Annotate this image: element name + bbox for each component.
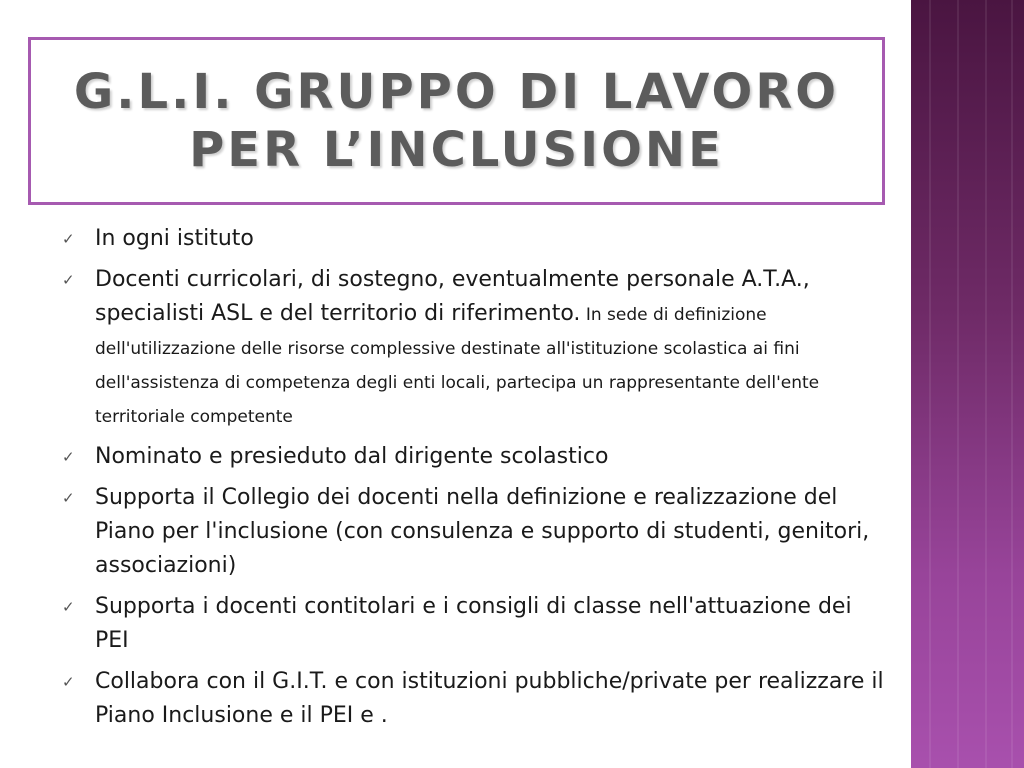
- bullet-text: In ogni istituto: [95, 226, 254, 251]
- check-mark-icon: ✓: [62, 598, 75, 616]
- bullet-text: Nominato e presieduto dal dirigente scolastico: [95, 444, 609, 469]
- bullet-text: Collabora con il G.I.T. e con istituzioni pubbliche/private per realizzare il Piano Inclusione e il PEI e .: [95, 669, 884, 728]
- content-area: [60, 222, 890, 740]
- bullet-item: [60, 222, 890, 256]
- check-mark-icon: ✓: [62, 489, 75, 507]
- bullet-text: Supporta il Collegio dei docenti nella definizione e realizzazione del Piano per l'inclusione (con consulenza e supporto di studenti, genitori, associazioni): [95, 485, 870, 578]
- check-mark-icon: ✓: [62, 271, 75, 289]
- bullet-item: [60, 665, 890, 733]
- check-mark-icon: ✓: [62, 673, 75, 691]
- bullet-item: [60, 481, 890, 583]
- bullet-item: [60, 263, 890, 433]
- decorative-side-band: [911, 0, 1024, 768]
- check-mark-icon: ✓: [62, 230, 75, 248]
- bullet-note: In sede di definizione dell'utilizzazione delle risorse complessive destinate all'istituzione scolastica ai fini dell'assistenza di competenza degli enti locali, partecipa un rappresentante dell'ente territoriale competente: [95, 305, 820, 427]
- title-box: [28, 37, 885, 205]
- bullet-text: Supporta i docenti contitolari e i consigli di classe nell'attuazione dei PEI: [95, 594, 852, 653]
- slide-title: G.L.I. GRUPPO DI LAVORO PER L’INCLUSIONE: [73, 64, 840, 178]
- bullet-list: [60, 222, 890, 733]
- check-mark-icon: ✓: [62, 448, 75, 466]
- bullet-text: Docenti curricolari, di sostegno, eventualmente personale A.T.A., specialisti ASL e del territorio di riferimento.: [95, 267, 810, 326]
- bullet-item: [60, 440, 890, 474]
- bullet-item: [60, 590, 890, 658]
